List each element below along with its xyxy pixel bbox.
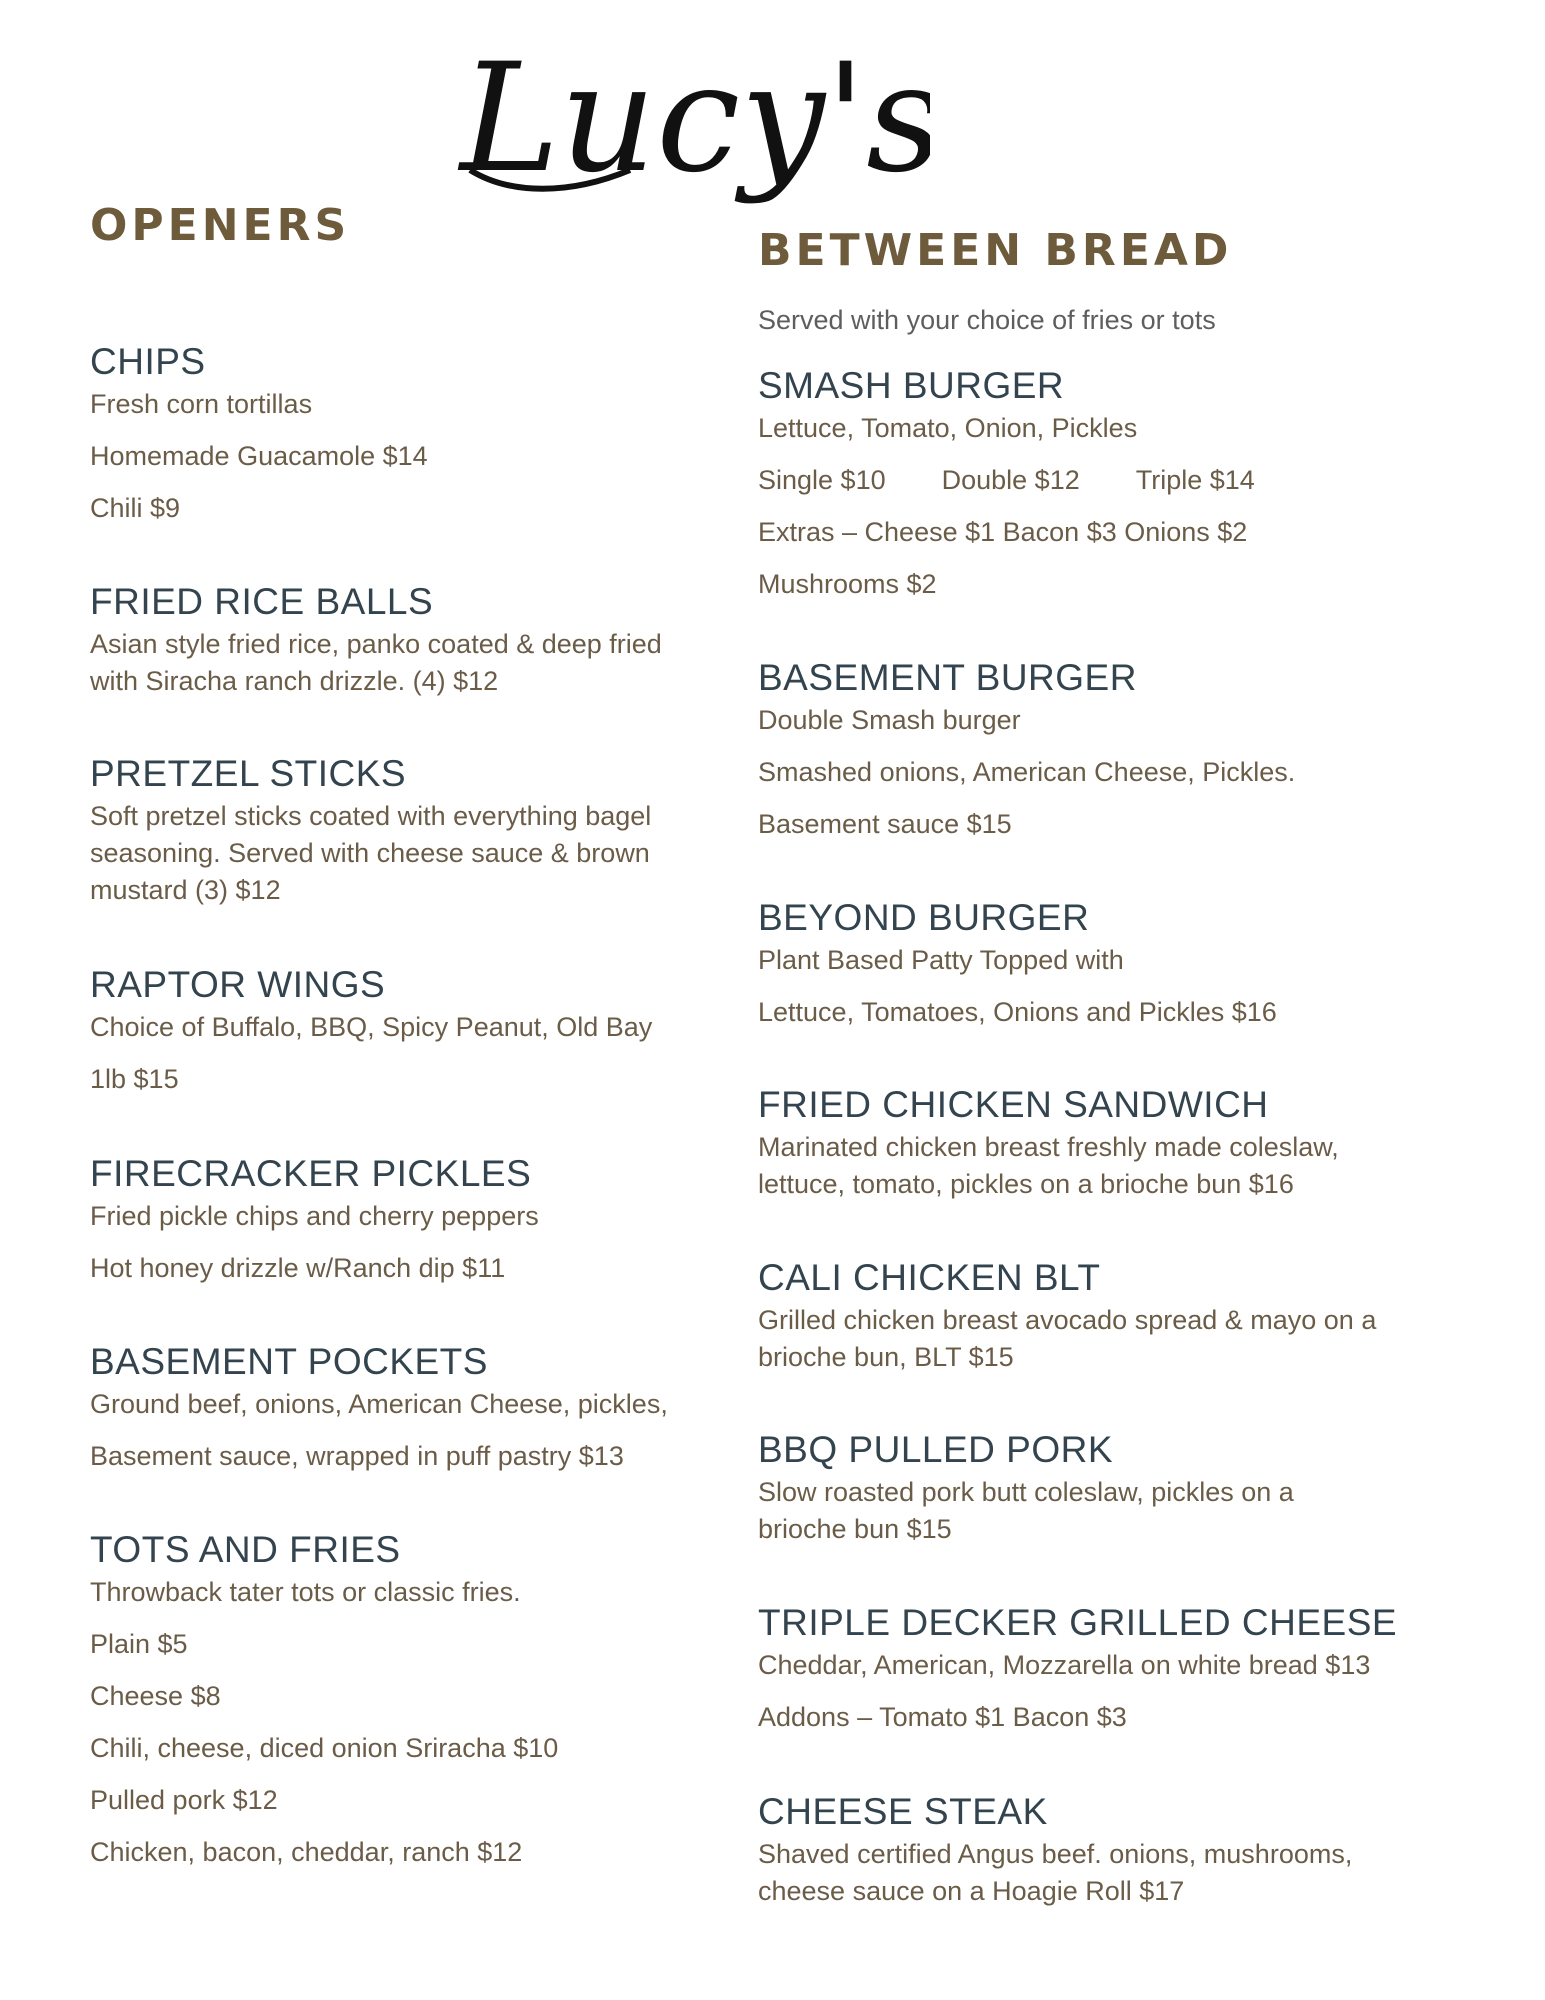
item-desc: Soft pretzel sticks coated with everything bagel — [90, 801, 652, 831]
logo-text: Lucy's — [460, 32, 930, 206]
item-desc: Smashed onions, American Cheese, Pickles. — [758, 757, 1296, 787]
item-desc: lettuce, tomato, pickles on a brioche bun $16 — [758, 1169, 1294, 1199]
item-desc: Grilled chicken breast avocado spread & mayo on a — [758, 1305, 1377, 1335]
item-desc: Ground beef, onions, American Cheese, pickles, — [90, 1389, 668, 1419]
item-name: BASEMENT BURGER — [758, 657, 1137, 698]
lucys-script-logo — [450, 20, 930, 235]
item-extras: Mushrooms $2 — [758, 569, 937, 599]
item-name: BASEMENT POCKETS — [90, 1341, 488, 1382]
item-desc: brioche bun, BLT $15 — [758, 1342, 1014, 1372]
item-price: Homemade Guacamole $14 — [90, 441, 428, 471]
item-extras: Extras – Cheese $1 Bacon $3 Onions $2 — [758, 517, 1248, 547]
item-desc: mustard (3) $12 — [90, 875, 281, 905]
menu-item-cheese-steak — [758, 1790, 1352, 1910]
menu-item-tots-and-fries — [90, 1528, 558, 1871]
item-price: Chili, cheese, diced onion Sriracha $10 — [90, 1733, 559, 1763]
item-desc: seasoning. Served with cheese sauce & brown — [90, 838, 650, 868]
option-single: Single $10 — [758, 465, 886, 495]
menu-item-raptor-wings — [90, 963, 652, 1098]
item-name: TRIPLE DECKER GRILLED CHEESE — [758, 1602, 1398, 1643]
item-desc: Lettuce, Tomatoes, Onions and Pickles $16 — [758, 997, 1277, 1027]
item-desc: Fried pickle chips and cherry peppers — [90, 1201, 539, 1231]
item-name: SMASH BURGER — [758, 365, 1065, 406]
menu-item-fried-chicken-sandwich — [758, 1083, 1339, 1203]
item-name: PRETZEL STICKS — [90, 753, 407, 794]
menu-item-fried-rice-balls — [90, 580, 662, 700]
item-desc: Basement sauce, wrapped in puff pastry $13 — [90, 1441, 624, 1471]
item-price: Basement sauce $15 — [758, 809, 1012, 839]
item-price: Chili $9 — [90, 493, 181, 523]
item-desc: with Siracha ranch drizzle. (4) $12 — [90, 666, 499, 696]
item-price: Plain $5 — [90, 1629, 188, 1659]
item-name: BEYOND BURGER — [758, 897, 1090, 938]
item-name: FRIED CHICKEN SANDWICH — [758, 1084, 1269, 1125]
item-price: Pulled pork $12 — [90, 1785, 278, 1815]
size-options — [758, 462, 1255, 499]
item-name: CHEESE STEAK — [758, 1791, 1048, 1832]
item-extras: Addons – Tomato $1 Bacon $3 — [758, 1702, 1127, 1732]
item-desc: Double Smash burger — [758, 705, 1021, 735]
item-name: TOTS AND FRIES — [90, 1529, 401, 1570]
item-name: FRIED RICE BALLS — [90, 581, 434, 622]
item-desc: Slow roasted pork butt coleslaw, pickles on a — [758, 1477, 1294, 1507]
option-double: Double $12 — [941, 465, 1080, 495]
menu-item-bbq-pulled-pork — [758, 1428, 1294, 1548]
item-desc: Hot honey drizzle w/Ranch dip $11 — [90, 1253, 506, 1283]
item-price: Cheese $8 — [90, 1681, 221, 1711]
option-triple: Triple $14 — [1135, 465, 1255, 495]
menu-item-smash-burger — [758, 364, 1255, 603]
item-name: RAPTOR WINGS — [90, 964, 386, 1005]
item-name: CHIPS — [90, 341, 206, 382]
item-desc: Plant Based Patty Topped with — [758, 945, 1124, 975]
menu-item-cali-chicken-blt — [758, 1256, 1376, 1376]
item-desc: Cheddar, American, Mozzarella on white bread $13 — [758, 1650, 1371, 1680]
item-name: CALI CHICKEN BLT — [758, 1257, 1101, 1298]
item-name: BBQ PULLED PORK — [758, 1429, 1114, 1470]
menu-item-chips — [90, 340, 428, 527]
item-desc: Throwback tater tots or classic fries. — [90, 1577, 521, 1607]
menu-item-basement-pockets — [90, 1340, 668, 1475]
between-bread-title: BETWEEN BREAD — [758, 225, 1233, 276]
section-intro: Served with your choice of fries or tots — [758, 305, 1216, 335]
menu-item-beyond-burger — [758, 896, 1277, 1031]
item-desc: Lettuce, Tomato, Onion, Pickles — [758, 413, 1138, 443]
item-name: FIRECRACKER PICKLES — [90, 1153, 532, 1194]
item-price: Chicken, bacon, cheddar, ranch $12 — [90, 1837, 523, 1867]
menu-item-firecracker-pickles — [90, 1152, 539, 1287]
item-desc: Choice of Buffalo, BBQ, Spicy Peanut, Old Bay — [90, 1012, 653, 1042]
item-desc: Shaved certified Angus beef. onions, mushrooms, — [758, 1839, 1353, 1869]
item-desc: brioche bun $15 — [758, 1514, 952, 1544]
item-desc: cheese sauce on a Hoagie Roll $17 — [758, 1876, 1185, 1906]
menu-item-triple-decker-grilled-cheese — [758, 1601, 1397, 1736]
menu-item-basement-burger — [758, 656, 1295, 843]
menu-item-pretzel-sticks — [90, 752, 651, 909]
item-desc: Fresh corn tortillas — [90, 389, 313, 419]
item-price: 1lb $15 — [90, 1064, 179, 1094]
item-desc: Marinated chicken breast freshly made coleslaw, — [758, 1132, 1339, 1162]
lucys-logo — [450, 20, 930, 235]
openers-title: OPENERS — [90, 200, 351, 251]
item-desc: Asian style fried rice, panko coated & deep fried — [90, 629, 662, 659]
